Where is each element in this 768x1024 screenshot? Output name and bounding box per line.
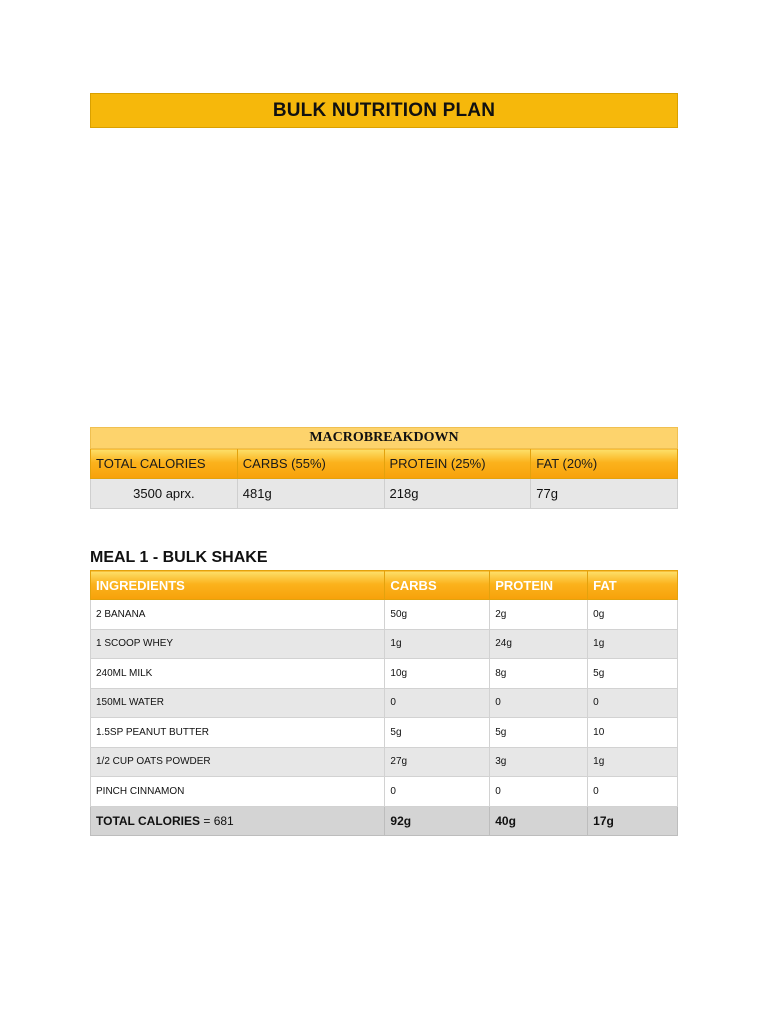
- macro-header-total-calories: TOTAL CALORIES: [91, 449, 238, 479]
- macro-breakdown-table: [90, 427, 678, 509]
- macro-header-fat: FAT (20%): [531, 449, 678, 479]
- macro-value-total-calories: 3500 aprx.: [91, 479, 238, 509]
- fat-cell: 0g: [588, 600, 678, 630]
- carbs-cell: 0: [385, 777, 490, 807]
- table-row: [91, 688, 678, 718]
- macro-value-protein: 218g: [384, 479, 531, 509]
- carbs-cell: 10g: [385, 659, 490, 689]
- protein-cell: 3g: [490, 747, 588, 777]
- table-row: [91, 659, 678, 689]
- meal-header-row: [91, 571, 678, 600]
- total-calories-cell: [91, 806, 385, 835]
- carbs-cell: 1g: [385, 629, 490, 659]
- total-row: [91, 806, 678, 835]
- macro-values-row: [91, 479, 678, 509]
- protein-cell: 8g: [490, 659, 588, 689]
- macro-header-carbs: CARBS (55%): [237, 449, 384, 479]
- protein-cell: 0: [490, 777, 588, 807]
- meal-header-ingredients: INGREDIENTS: [91, 571, 385, 600]
- total-protein: 40g: [490, 806, 588, 835]
- fat-cell: 0: [588, 777, 678, 807]
- meal-header-protein: PROTEIN: [490, 571, 588, 600]
- macro-header-protein: PROTEIN (25%): [384, 449, 531, 479]
- fat-cell: 0: [588, 688, 678, 718]
- meal-1-table: [90, 570, 678, 836]
- total-carbs: 92g: [385, 806, 490, 835]
- fat-cell: 1g: [588, 747, 678, 777]
- meal-header-fat: FAT: [588, 571, 678, 600]
- carbs-cell: 50g: [385, 600, 490, 630]
- macro-caption-row: [91, 428, 678, 449]
- table-row: [91, 629, 678, 659]
- meal-1-title: MEAL 1 - BULK SHAKE: [90, 549, 268, 566]
- ingredient-cell: 1.5SP PEANUT BUTTER: [91, 718, 385, 748]
- macro-header-row: [91, 449, 678, 479]
- page-title-bar: [90, 93, 678, 128]
- protein-cell: 2g: [490, 600, 588, 630]
- protein-cell: 24g: [490, 629, 588, 659]
- protein-cell: 5g: [490, 718, 588, 748]
- protein-cell: 0: [490, 688, 588, 718]
- ingredient-cell: 150ML WATER: [91, 688, 385, 718]
- table-row: [91, 777, 678, 807]
- carbs-cell: 0: [385, 688, 490, 718]
- fat-cell: 5g: [588, 659, 678, 689]
- ingredient-cell: 1 SCOOP WHEY: [91, 629, 385, 659]
- meal-header-carbs: CARBS: [385, 571, 490, 600]
- macro-caption: MACROBREAKDOWN: [91, 428, 678, 449]
- table-row: [91, 718, 678, 748]
- carbs-cell: 27g: [385, 747, 490, 777]
- fat-cell: 1g: [588, 629, 678, 659]
- ingredient-cell: 1/2 CUP OATS POWDER: [91, 747, 385, 777]
- fat-cell: 10: [588, 718, 678, 748]
- carbs-cell: 5g: [385, 718, 490, 748]
- page-title: BULK NUTRITION PLAN: [272, 99, 496, 121]
- table-row: [91, 747, 678, 777]
- macro-value-fat: 77g: [531, 479, 678, 509]
- total-calories-value: = 681: [203, 813, 234, 828]
- total-calories-label: TOTAL CALORIES: [96, 813, 201, 828]
- ingredient-cell: 2 BANANA: [91, 600, 385, 630]
- table-row: [91, 600, 678, 630]
- total-fat: 17g: [588, 806, 678, 835]
- ingredient-cell: PINCH CINNAMON: [91, 777, 385, 807]
- ingredient-cell: 240ML MILK: [91, 659, 385, 689]
- macro-value-carbs: 481g: [237, 479, 384, 509]
